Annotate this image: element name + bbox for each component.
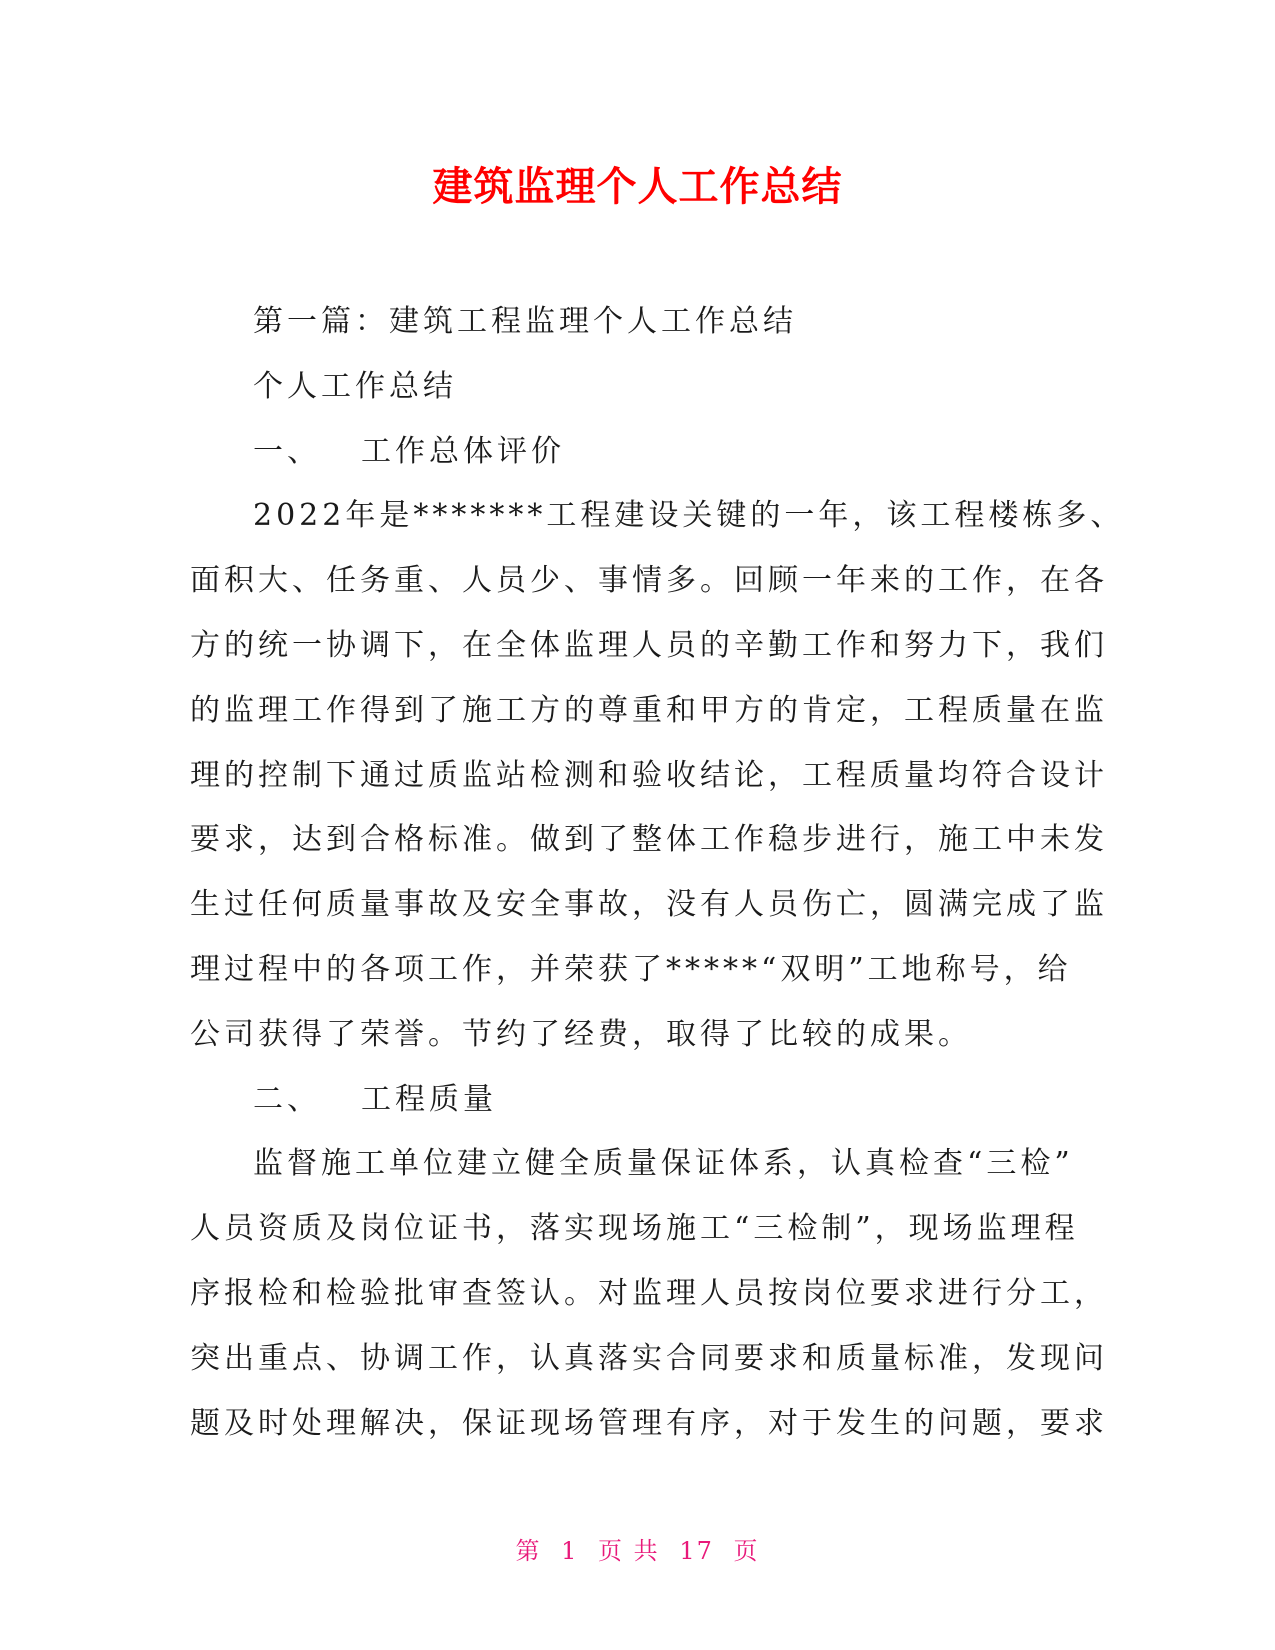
section-number: 一、: [253, 433, 321, 469]
page-footer: [0, 1535, 1275, 1567]
paragraph-line: 理的控制下通过质监站检测和验收结论，工程质量均符合设计: [190, 757, 1108, 793]
paragraph-line: 方的统一协调下，在全体监理人员的辛勤工作和努力下，我们: [190, 627, 1108, 663]
paragraph-line: 人员资质及岗位证书，落实现场施工“三检制”，现场监理程: [190, 1211, 1079, 1247]
paragraph-line: 生过任何质量事故及安全事故，没有人员伤亡，圆满完成了监: [190, 887, 1108, 923]
section-heading-1: [190, 420, 1090, 485]
paragraph-line: 序报检和检验批审查签认。对监理人员按岗位要求进行分工，: [190, 1275, 1108, 1311]
chapter-heading: 第一篇：建筑工程监理个人工作总结: [253, 304, 797, 339]
paragraph-line: 公司获得了荣誉。节约了经费，取得了比较的成果。: [190, 1016, 972, 1052]
paragraph-line: 要求，达到合格标准。做到了整体工作稳步进行，施工中未发: [190, 822, 1108, 858]
subheading: 个人工作总结: [253, 368, 457, 404]
paragraph-line: 面积大、任务重、人员少、事情多。回顾一年来的工作，在各: [190, 563, 1108, 599]
paragraph-line: 题及时处理解决，保证现场管理有序，对于发生的问题，要求: [190, 1405, 1108, 1441]
document-title: 建筑监理个人工作总结: [432, 164, 843, 210]
document-body: [190, 290, 1125, 1456]
total-pages-number: 17: [679, 1537, 714, 1565]
paragraph-line: 的监理工作得到了施工方的尊重和甲方的肯定，工程质量在监: [190, 692, 1108, 728]
section-title: 工作总体评价: [361, 433, 565, 469]
footer-middle: 页 共: [598, 1537, 660, 1565]
section-title: 工程质量: [361, 1081, 497, 1117]
paragraph-line: 理过程中的各项工作，并荣获了*****“双明”工地称号，给: [190, 951, 1072, 987]
current-page-number: 1: [561, 1537, 579, 1565]
paragraph-line: 监督施工单位建立健全质量保证体系，认真检查“三检”: [253, 1146, 1074, 1182]
paragraph-line: 突出重点、协调工作，认真落实合同要求和质量标准，发现问: [190, 1340, 1108, 1376]
footer-prefix: 第: [515, 1537, 542, 1565]
footer-suffix: 页: [733, 1537, 760, 1565]
section-number: 二、: [253, 1081, 321, 1117]
paragraph-line: 2022年是*******工程建设关键的一年，该工程楼栋多、: [253, 498, 1125, 534]
section-heading-2: [190, 1068, 1090, 1133]
